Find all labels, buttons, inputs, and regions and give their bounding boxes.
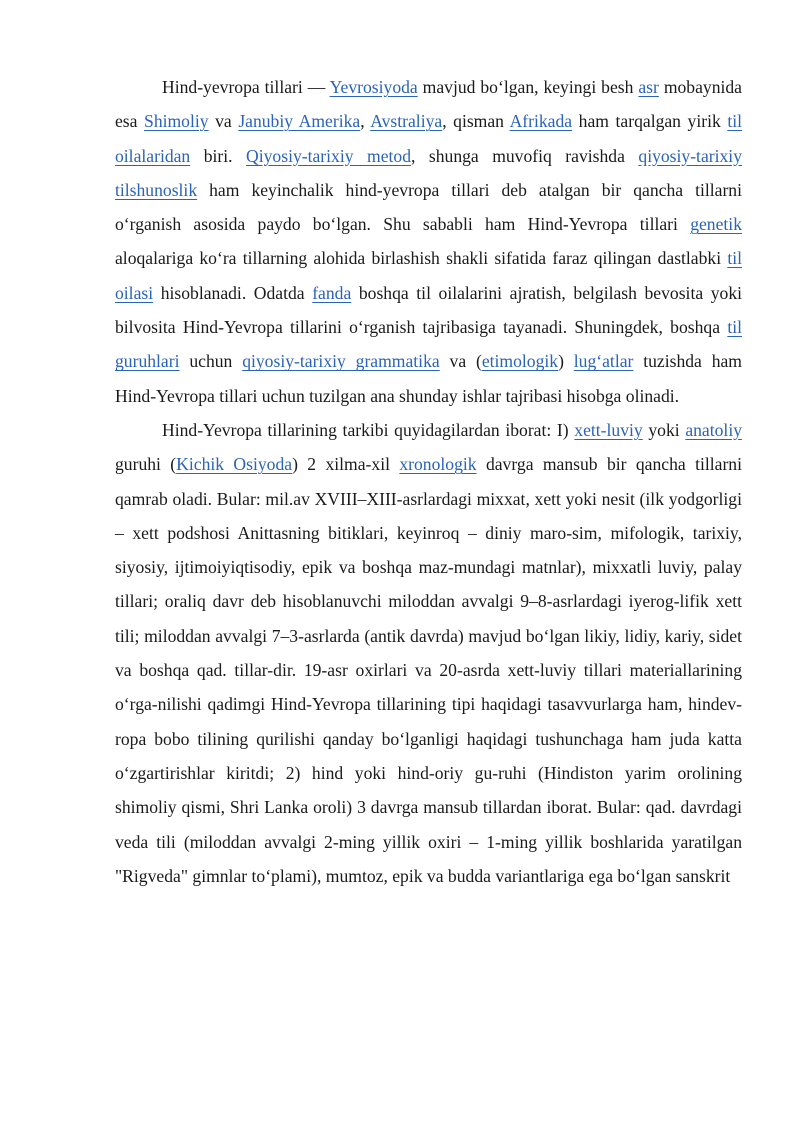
link-kichik-osiyoda[interactable]: Kichik Osiyoda	[176, 454, 293, 475]
link-xronologik[interactable]: xronologik	[399, 454, 477, 475]
link-qiyosiy-tarixiy-grammatika[interactable]: qiyosiy-tarixiy grammatika	[242, 351, 440, 372]
text-run: mobaynida esa	[115, 77, 742, 132]
text-run: yoki	[642, 419, 686, 440]
link-yevrosiyoda[interactable]: Yevrosiyoda	[329, 77, 418, 97]
link-anatoliy[interactable]: anatoliy	[685, 419, 743, 440]
text-run: aloqalariga ko‘ra tillarning alohida birlashish shakli sifatida faraz qilingan dastlabki	[115, 248, 728, 269]
link-janubiy-amerika[interactable]: Janubiy Amerika	[238, 111, 361, 132]
link-lug-atlar[interactable]: lug‘atlar	[573, 351, 634, 372]
text-run: mavjud bo‘lgan, keyingi besh	[417, 77, 639, 97]
link-fanda[interactable]: fanda	[312, 282, 352, 303]
text-run: , shunga muvofiq ravishda	[411, 145, 639, 166]
text-run: davrga mansub bir qancha tillarni qamrab oladi. Bular: mil.av XVIII–XIII-asrlardagi mixxat, xett yoki nesit (ilk yodgorligi – xett podshosi Anittasning bitiklari, keyinroq – diniy maro-sim, mifologik, tarixiy, siyosiy, ijtimoiyiqtisodiy, epik va boshqa maz-mundagi matnlar), mixxatli luviy, palay tillari; oraliq davr deb hisoblanuvchi miloddan avvalgi 9–8-asrlardagi iyerog-lifik xett tili; miloddan avvalgi 7–3-asrlarda (antik davrda) mavjud bo‘lgan likiy, lidiy, kariy, sidet va boshqa qad. tillar-dir. 19-asr oxirlari va 20-asrda xett-luviy tillari materiallarining o‘rga-nilishi qadimgi Hind-Yevropa tillarining tipi haqidagi tasavvurlarga ham, hindev-ropa bobo tilining qurilishi qanday bo‘lganligi haqidagi tushunchaga ham juda katta o‘zgartirishlar kiritdi; 2) hind yoki hind-oriy gu-ruhi (Hindiston yarim orolining shimoliy qismi, Shri Lanka oroli) 3 davrga mansub tillardan iborat. Bular: qad. davrdagi veda tili (miloddan avvalgi 2-ming yillik oxiri – 1-ming yillik boshlarida yaratilgan "Rigveda" gimnlar to‘plami), mumtoz, epik va budda variantlariga ega bo‘lgan sanskrit	[115, 454, 742, 886]
text-run: Hind-yevropa tillari —	[162, 77, 330, 97]
text-run: ham tarqalgan yirik	[572, 111, 728, 132]
text-run: biri.	[190, 145, 247, 166]
paragraph-composition	[115, 413, 742, 893]
text-run: va (	[439, 351, 482, 372]
text-run: guruhi (	[115, 454, 177, 475]
link-asr[interactable]: asr	[638, 77, 659, 97]
text-run: ) 2 xilma-xil	[292, 454, 400, 475]
link-xett-luviy[interactable]: xett-luviy	[574, 419, 643, 440]
link-qiyosiy-tarixiy-tilshunoslik[interactable]: qiyosiy-tarixiy tilshunoslik	[115, 145, 742, 200]
text-run: ,	[360, 111, 371, 132]
link-til-oilalaridan[interactable]: til oilalaridan	[115, 111, 743, 166]
text-run: , qisman	[442, 111, 510, 132]
text-run: hisoblanadi. Odatda	[153, 282, 313, 303]
paragraph-intro	[115, 70, 742, 413]
text-run: boshqa til oilalarini ajratish, belgilash bevosita yoki bilvosita Hind-Yevropa tillarini o‘rganish tajribasiga tayanadi. Shuningdek, boshqa	[115, 282, 743, 338]
link-til-oilasi[interactable]: til oilasi	[115, 248, 742, 303]
link-avstraliya[interactable]: Avstraliya	[370, 111, 443, 132]
text-run: )	[558, 351, 574, 372]
link-shimoliy[interactable]: Shimoliy	[144, 111, 209, 132]
link-etimologik[interactable]: etimologik	[481, 351, 559, 372]
text-run: va	[208, 111, 239, 132]
text-run: uchun	[179, 351, 243, 372]
text-run: ham keyinchalik hind-yevropa tillari deb atalgan bir qancha tillarni o‘rganish asosida paydo bo‘lgan. Shu sababli ham Hind-Yevropa tillari	[115, 179, 742, 235]
link-afrikada[interactable]: Afrikada	[509, 111, 573, 132]
link-genetik[interactable]: genetik	[690, 214, 742, 235]
link-til-guruhlari[interactable]: til guruhlari	[115, 317, 742, 372]
text-run: tuzishda ham Hind-Yevropa tillari uchun tuzilgan ana shunday ishlar tajribasi hisobga olinadi.	[115, 351, 742, 406]
text-run: Hind-Yevropa tillarining tarkibi quyidagilardan iborat: I)	[162, 419, 575, 440]
document-page	[115, 70, 742, 893]
link-qiyosiy-tarixiy-metod[interactable]: Qiyosiy-tarixiy metod	[246, 145, 411, 166]
